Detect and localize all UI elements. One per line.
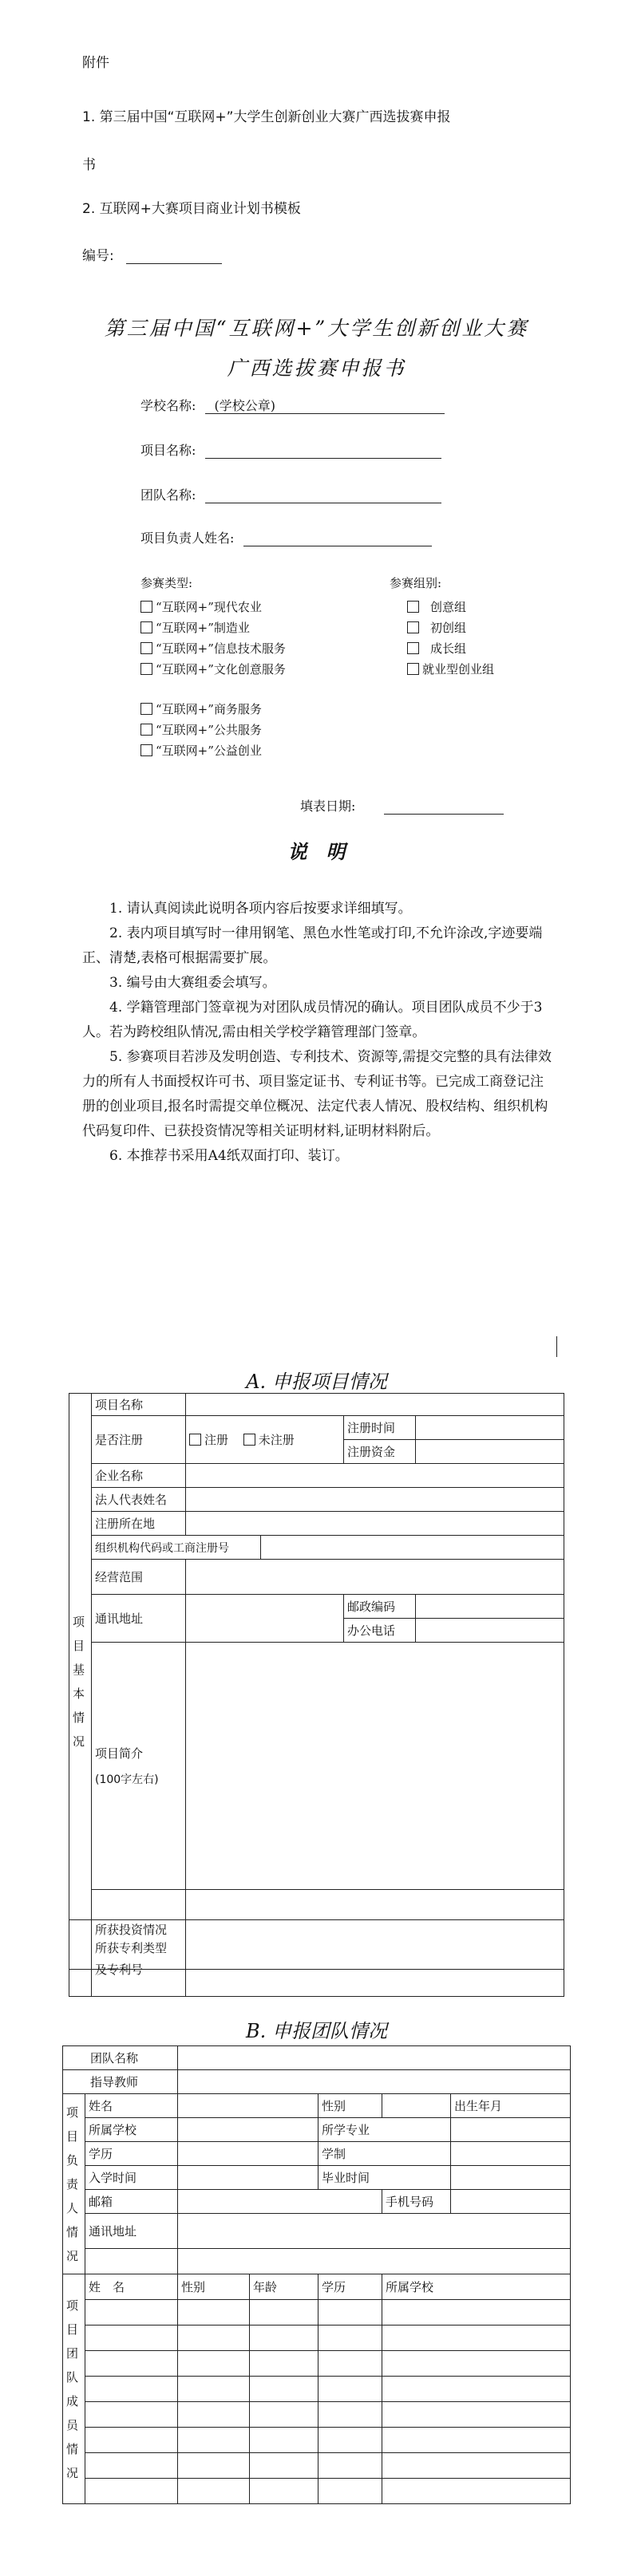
school-name-label: 学校名称: bbox=[140, 398, 196, 413]
section-a-title: A. 申报项目情况 bbox=[246, 1371, 387, 1393]
category-option[interactable]: “互联网+”公益创业 bbox=[140, 740, 262, 761]
business-scope-label: 经营范围 bbox=[92, 1560, 186, 1595]
reg-time-cell[interactable] bbox=[416, 1416, 564, 1440]
patent-no-label: 及专利号 bbox=[95, 1962, 144, 1977]
team-name-label: 团队名称: bbox=[140, 487, 196, 503]
intro-note: (100字左右) bbox=[95, 1773, 159, 1786]
intro-label-cell bbox=[92, 1643, 186, 1890]
office-phone-label: 办公电话 bbox=[344, 1619, 416, 1643]
leader-school-cell[interactable] bbox=[178, 2118, 318, 2142]
note-item: 6. 本推荐书采用A4纸双面打印、装订。 bbox=[109, 1148, 349, 1164]
member-header-gender: 性别 bbox=[178, 2274, 250, 2300]
cover-title-line2: 广西选拔赛申报书 bbox=[227, 357, 406, 380]
checkbox[interactable] bbox=[140, 601, 152, 613]
category-option[interactable]: “互联网+”商务服务 bbox=[140, 699, 262, 720]
category-option[interactable]: “互联网+”文化创意服务 bbox=[140, 659, 286, 680]
group-option[interactable]: 初创组 bbox=[407, 617, 494, 638]
member-row bbox=[63, 2300, 571, 2326]
note-item: 4. 学籍管理部门签章视为对团队成员情况的确认。项目团队成员不少于3人。若为跨校组队情况,需由相关学校学籍管理部门签章。 bbox=[82, 1000, 543, 1040]
advisor-label: 指导教师 bbox=[63, 2070, 178, 2094]
cover-title-line1: 第三届中国“互联网+”大学生创新创业大赛 bbox=[104, 317, 529, 340]
legal-rep-cell[interactable] bbox=[186, 1488, 564, 1512]
fill-date-field[interactable] bbox=[384, 796, 504, 815]
member-side-label: 项 目 团 队 成 员 情 况 bbox=[63, 2274, 85, 2504]
leader-major-cell[interactable] bbox=[451, 2118, 571, 2142]
reg-capital-cell[interactable] bbox=[416, 1440, 564, 1464]
leader-degree-cell[interactable] bbox=[178, 2142, 318, 2166]
school-name-row bbox=[140, 396, 445, 414]
fill-date-row bbox=[300, 796, 504, 815]
team-name-cell[interactable] bbox=[178, 2046, 571, 2070]
leader-birth-label: 出生年月 bbox=[454, 2099, 503, 2113]
org-code-cell[interactable] bbox=[261, 1536, 564, 1560]
project-basic-side-label: 项 目 基 本 情 况 bbox=[69, 1394, 92, 1970]
leader-major-label: 所学专业 bbox=[318, 2118, 451, 2142]
reg-location-cell[interactable] bbox=[186, 1512, 564, 1536]
project-name-field[interactable] bbox=[205, 440, 441, 459]
member-header-age: 年龄 bbox=[250, 2274, 318, 2300]
checkbox[interactable] bbox=[140, 703, 152, 715]
serial-number-row bbox=[82, 244, 222, 264]
checkbox[interactable] bbox=[407, 642, 419, 654]
attachment-label: 附件 bbox=[82, 55, 109, 71]
school-seal-hint: (学校公章) bbox=[214, 398, 275, 413]
leader-degree-label: 学历 bbox=[85, 2142, 178, 2166]
patent-cell[interactable] bbox=[186, 1920, 564, 1997]
legal-rep-label: 法人代表姓名 bbox=[92, 1488, 186, 1512]
team-name-row bbox=[140, 485, 441, 503]
leader-email-label: 邮箱 bbox=[85, 2190, 178, 2214]
member-row bbox=[63, 2479, 571, 2504]
patent-label-cell bbox=[92, 1920, 186, 1997]
leader-address-cell[interactable] bbox=[178, 2214, 571, 2249]
patent-table bbox=[69, 1919, 564, 1997]
leader-mobile-cell[interactable] bbox=[451, 2190, 571, 2214]
notes-title: 说 明 bbox=[287, 840, 346, 863]
member-header-name: 姓 名 bbox=[85, 2274, 178, 2300]
leader-enroll-label: 入学时间 bbox=[85, 2166, 178, 2190]
postcode-label: 邮政编码 bbox=[344, 1595, 416, 1619]
company-name-cell[interactable] bbox=[186, 1464, 564, 1488]
postcode-cell[interactable] bbox=[416, 1595, 564, 1619]
member-row bbox=[63, 2453, 571, 2479]
leader-length-label: 学制 bbox=[318, 2142, 451, 2166]
leader-name-label: 姓名 bbox=[85, 2094, 178, 2118]
leader-extra-cell[interactable] bbox=[85, 2249, 178, 2274]
reg-time-label: 注册时间 bbox=[344, 1416, 416, 1440]
category-list bbox=[140, 597, 286, 680]
group-title: 参赛组别: bbox=[390, 576, 442, 590]
note-item: 3. 编号由大赛组委会填写。 bbox=[109, 975, 276, 991]
group-option[interactable]: 就业型创业组 bbox=[407, 659, 494, 680]
attachment-item-2: 2. 互联网+大赛项目商业计划书模板 bbox=[82, 201, 301, 217]
leader-name-label: 项目负责人姓名: bbox=[140, 531, 235, 546]
project-name-row bbox=[140, 440, 441, 459]
address-label: 通讯地址 bbox=[92, 1595, 186, 1643]
leader-extra-cell-2[interactable] bbox=[178, 2249, 571, 2274]
member-row bbox=[63, 2326, 571, 2351]
leader-name-row bbox=[140, 528, 432, 546]
leader-name-field[interactable] bbox=[243, 528, 432, 546]
category-list-2 bbox=[140, 699, 262, 761]
category-option[interactable]: “互联网+”公共服务 bbox=[140, 720, 262, 740]
unregistered-checkbox[interactable] bbox=[243, 1434, 255, 1446]
leader-side-label: 项 目 负 责 人 情 况 bbox=[63, 2094, 85, 2274]
project-name-cell-label: 项目名称 bbox=[92, 1394, 186, 1416]
category-option[interactable]: “互联网+”制造业 bbox=[140, 617, 286, 638]
leader-gender-label: 性别 bbox=[318, 2094, 382, 2118]
leader-gender-cell[interactable] bbox=[382, 2094, 451, 2118]
checkbox[interactable] bbox=[140, 642, 152, 654]
member-row bbox=[63, 2402, 571, 2428]
checkbox[interactable] bbox=[407, 621, 419, 633]
registered-options: 注册 未注册 bbox=[186, 1416, 344, 1464]
org-code-label: 组织机构代码或工商注册号 bbox=[92, 1536, 261, 1560]
leader-enroll-cell[interactable] bbox=[178, 2166, 318, 2190]
reg-location-label: 注册所在地 bbox=[92, 1512, 186, 1536]
checkbox[interactable] bbox=[140, 663, 152, 675]
member-header-degree: 学历 bbox=[318, 2274, 382, 2300]
checkbox[interactable] bbox=[140, 724, 152, 736]
category-option[interactable]: “互联网+”信息技术服务 bbox=[140, 638, 286, 659]
advisor-cell[interactable] bbox=[178, 2070, 571, 2094]
attachment-item-1: 1. 第三届中国“互联网+”大学生创新创业大赛广西选拔赛申报 bbox=[82, 109, 451, 125]
notes-list bbox=[82, 897, 553, 1169]
member-row bbox=[63, 2377, 571, 2402]
patent-type-label: 所获专利类型 bbox=[95, 1940, 168, 1955]
checkbox[interactable] bbox=[140, 621, 152, 633]
team-info-table bbox=[62, 2045, 571, 2504]
member-row bbox=[63, 2428, 571, 2453]
team-name-field[interactable] bbox=[205, 485, 441, 503]
checkbox[interactable] bbox=[140, 744, 152, 756]
note-item: 1. 请认真阅读此说明各项内容后按要求详细填写。 bbox=[109, 901, 412, 917]
note-item: 5. 参赛项目若涉及发明创造、专利技术、资源等,需提交完整的具有法律效力的所有人书面授权许可书、项目鉴定证书、专利证书等。已完成工商登记注册的创业项目,报名时需提交单位概况、法定代表人情况、股权结构、组织机构代码复印件、已获投资情况等相关证明材料,证明材料附后。 bbox=[82, 1049, 552, 1139]
address-cell[interactable] bbox=[186, 1595, 344, 1643]
company-name-label: 企业名称 bbox=[92, 1464, 186, 1488]
leader-graduate-label: 毕业时间 bbox=[318, 2166, 451, 2190]
member-header-school: 所属学校 bbox=[382, 2274, 571, 2300]
group-option[interactable]: 成长组 bbox=[407, 638, 494, 659]
school-name-field[interactable] bbox=[205, 396, 445, 414]
leader-email-cell[interactable] bbox=[178, 2190, 382, 2214]
team-name-cell-label: 团队名称 bbox=[63, 2046, 178, 2070]
project-name-label: 项目名称: bbox=[140, 443, 196, 458]
leader-graduate-cell[interactable] bbox=[451, 2166, 571, 2190]
serial-number-field[interactable] bbox=[126, 246, 222, 264]
office-phone-cell[interactable] bbox=[416, 1619, 564, 1643]
attachment-item-1-cont: 书 bbox=[82, 157, 96, 173]
category-title: 参赛类型: bbox=[140, 576, 193, 590]
category-option[interactable]: “互联网+”现代农业 bbox=[140, 597, 286, 617]
intro-cell[interactable] bbox=[186, 1643, 564, 1890]
business-scope-cell[interactable] bbox=[186, 1560, 564, 1595]
serial-number-label: 编号: bbox=[82, 248, 114, 264]
leader-school-label: 所属学校 bbox=[85, 2118, 178, 2142]
leader-length-cell[interactable] bbox=[451, 2142, 571, 2166]
section-b-title: B. 申报团队情况 bbox=[246, 2020, 387, 2042]
group-option[interactable]: 创意组 bbox=[407, 597, 494, 617]
note-item: 2. 表内项目填写时一律用钢笔、黑色水性笔或打印,不允许涂改,字迹要端正、清楚,表格可根据需要扩展。 bbox=[82, 925, 543, 966]
leader-mobile-label: 手机号码 bbox=[382, 2190, 451, 2214]
leader-name-cell[interactable] bbox=[178, 2094, 318, 2118]
leader-address-label: 通讯地址 bbox=[85, 2214, 178, 2249]
reg-capital-label: 注册资金 bbox=[344, 1440, 416, 1464]
checkbox[interactable] bbox=[407, 663, 419, 675]
patent-side-blank bbox=[69, 1920, 92, 1997]
investment-label: 所获投资情况 bbox=[92, 1890, 186, 1970]
member-row bbox=[63, 2351, 571, 2377]
text-cursor bbox=[556, 1336, 557, 1357]
fill-date-label: 填表日期: bbox=[300, 799, 356, 814]
project-name-cell[interactable] bbox=[186, 1394, 564, 1416]
project-info-table bbox=[69, 1393, 564, 1970]
group-list bbox=[407, 597, 494, 680]
leader-birth-cell[interactable] bbox=[451, 2094, 571, 2118]
registered-checkbox[interactable] bbox=[189, 1434, 201, 1446]
intro-label: 项目简介 bbox=[95, 1746, 144, 1761]
checkbox[interactable] bbox=[407, 601, 419, 613]
registered-label: 是否注册 bbox=[92, 1416, 186, 1464]
